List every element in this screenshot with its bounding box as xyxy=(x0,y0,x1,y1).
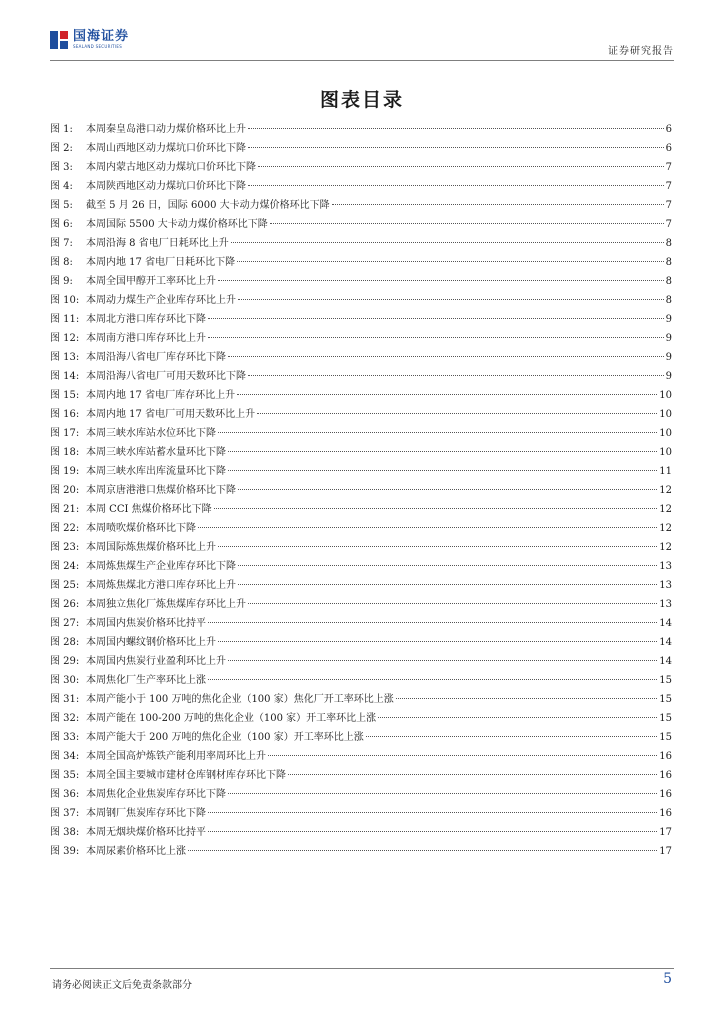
toc-entry-label: 图 38: xyxy=(50,827,80,838)
toc-entry[interactable] xyxy=(50,196,672,215)
toc-entry-page: 15 xyxy=(659,713,672,724)
toc-entry-page: 17 xyxy=(659,827,672,838)
toc-entry[interactable] xyxy=(50,500,672,519)
toc-entry-title: 本周焦化企业焦炭库存环比下降 xyxy=(86,789,226,800)
logo-name-en: SEALAND SECURITIES xyxy=(73,44,123,49)
toc-dot-leader xyxy=(228,356,664,357)
toc-entry-title: 本周国内螺纹钢价格环比上升 xyxy=(86,637,216,648)
toc-entry-label: 图 8: xyxy=(50,257,73,268)
toc-dot-leader xyxy=(238,565,657,566)
toc-entry-label: 图 1: xyxy=(50,124,73,135)
toc-entry[interactable] xyxy=(50,595,672,614)
toc-entry[interactable] xyxy=(50,405,672,424)
toc-entry-label: 图 25: xyxy=(50,580,80,591)
toc-entry-label: 图 27: xyxy=(50,618,80,629)
toc-dot-leader xyxy=(288,774,657,775)
toc-entry-page: 7 xyxy=(665,181,672,192)
toc-entry-page: 8 xyxy=(665,295,672,306)
page-number: 5 xyxy=(663,971,672,987)
toc-dot-leader xyxy=(248,375,664,376)
toc-entry-title: 本周全国甲醇开工率环比上升 xyxy=(86,276,216,287)
toc-entry[interactable] xyxy=(50,519,672,538)
toc-entry-label: 图 13: xyxy=(50,352,80,363)
toc-dot-leader xyxy=(228,793,657,794)
toc-entry-label: 图 10: xyxy=(50,295,80,306)
toc-dot-leader xyxy=(218,546,657,547)
toc-entry[interactable] xyxy=(50,747,672,766)
toc-entry-title: 本周动力煤生产企业库存环比上升 xyxy=(86,295,236,306)
toc-entry-label: 图 4: xyxy=(50,181,73,192)
toc-entry-page: 12 xyxy=(659,542,672,553)
toc-entry-title: 本周产能在 100-200 万吨的焦化企业（100 家）开工率环比上涨 xyxy=(86,713,377,724)
toc-entry-page: 10 xyxy=(659,390,672,401)
toc-entry-title: 本周国际炼焦煤价格环比上升 xyxy=(86,542,216,553)
toc-entry-label: 图 30: xyxy=(50,675,80,686)
toc-entry[interactable] xyxy=(50,557,672,576)
toc-entry[interactable] xyxy=(50,272,672,291)
toc-entry-title: 本周沿海八省电厂可用天数环比下降 xyxy=(86,371,246,382)
toc-entry-page: 16 xyxy=(659,751,672,762)
toc-dot-leader xyxy=(237,261,664,262)
page-title: 图表目录 xyxy=(319,89,404,111)
toc-entry-page: 7 xyxy=(665,200,672,211)
page-header xyxy=(50,28,674,60)
toc-entry-title: 本周喷吹煤价格环比下降 xyxy=(86,523,196,534)
toc-entry-page: 6 xyxy=(665,124,672,135)
toc-entry-page: 9 xyxy=(665,352,672,363)
toc-entry-label: 图 11: xyxy=(50,314,80,325)
toc-entry[interactable] xyxy=(50,253,672,272)
toc-entry-label: 图 32: xyxy=(50,713,80,724)
toc-entry-page: 8 xyxy=(665,238,672,249)
toc-entry-page: 7 xyxy=(665,219,672,230)
toc-entry[interactable] xyxy=(50,462,672,481)
figure-list xyxy=(50,120,672,861)
toc-entry-title: 本周三峡水库站蓄水量环比下降 xyxy=(86,447,226,458)
toc-entry-label: 图 2: xyxy=(50,143,73,154)
toc-entry-label: 图 6: xyxy=(50,219,73,230)
toc-entry-label: 图 16: xyxy=(50,409,80,420)
toc-entry-title: 本周京唐港港口焦煤价格环比下降 xyxy=(86,485,236,496)
toc-entry[interactable] xyxy=(50,481,672,500)
toc-dot-leader xyxy=(208,622,657,623)
toc-dot-leader xyxy=(214,508,658,509)
toc-entry-title: 本周内蒙古地区动力煤坑口价环比下降 xyxy=(86,162,256,173)
toc-entry-page: 9 xyxy=(665,371,672,382)
toc-entry-label: 图 24: xyxy=(50,561,80,572)
toc-entry-label: 图 22: xyxy=(50,523,80,534)
toc-entry-title: 本周国内焦炭行业盈利环比上升 xyxy=(86,656,226,667)
toc-entry-label: 图 39: xyxy=(50,846,80,857)
toc-dot-leader xyxy=(366,736,658,737)
toc-entry-page: 17 xyxy=(659,846,672,857)
toc-dot-leader xyxy=(237,394,657,395)
toc-entry-page: 15 xyxy=(659,694,672,705)
toc-entry-title: 截至 5 月 26 日，国际 6000 大卡动力煤价格环比下降 xyxy=(86,200,330,211)
toc-entry-page: 16 xyxy=(659,808,672,819)
header-divider xyxy=(50,60,674,61)
toc-entry-label: 图 12: xyxy=(50,333,80,344)
toc-dot-leader xyxy=(248,147,664,148)
toc-entry-title: 本周 CCI 焦煤价格环比下降 xyxy=(86,504,212,515)
toc-entry-title: 本周全国主要城市建材仓库钢材库存环比下降 xyxy=(86,770,286,781)
toc-dot-leader xyxy=(258,166,664,167)
toc-entry-label: 图 28: xyxy=(50,637,80,648)
toc-entry[interactable] xyxy=(50,652,672,671)
toc-dot-leader xyxy=(208,812,657,813)
toc-entry-label: 图 7: xyxy=(50,238,73,249)
toc-entry-page: 14 xyxy=(659,618,672,629)
toc-entry-label: 图 29: xyxy=(50,656,80,667)
toc-entry-page: 16 xyxy=(659,789,672,800)
toc-entry-title: 本周炼焦煤北方港口库存环比上升 xyxy=(86,580,236,591)
toc-entry[interactable] xyxy=(50,709,672,728)
toc-entry-title: 本周内地 17 省电厂可用天数环比上升 xyxy=(86,409,256,420)
toc-entry-label: 图 20: xyxy=(50,485,80,496)
toc-entry-label: 图 34: xyxy=(50,751,80,762)
toc-entry-label: 图 21: xyxy=(50,504,80,515)
toc-entry[interactable] xyxy=(50,367,672,386)
toc-entry[interactable] xyxy=(50,576,672,595)
toc-entry-title: 本周钢厂焦炭库存环比下降 xyxy=(86,808,206,819)
toc-entry-title: 本周内地 17 省电厂日耗环比下降 xyxy=(86,257,236,268)
toc-entry-page: 15 xyxy=(659,732,672,743)
toc-entry[interactable] xyxy=(50,234,672,253)
toc-entry-page: 9 xyxy=(665,314,672,325)
toc-entry[interactable] xyxy=(50,785,672,804)
toc-dot-leader xyxy=(238,584,657,585)
toc-dot-leader xyxy=(231,242,664,243)
toc-entry-page: 10 xyxy=(659,428,672,439)
toc-dot-leader xyxy=(208,679,657,680)
toc-entry[interactable] xyxy=(50,386,672,405)
toc-dot-leader xyxy=(268,755,657,756)
toc-entry[interactable] xyxy=(50,690,672,709)
toc-dot-leader xyxy=(396,698,658,699)
toc-entry[interactable] xyxy=(50,804,672,823)
toc-entry-title: 本周沿海八省电厂库存环比下降 xyxy=(86,352,226,363)
toc-entry-label: 图 5: xyxy=(50,200,73,211)
toc-entry-page: 6 xyxy=(665,143,672,154)
toc-entry-label: 图 14: xyxy=(50,371,80,382)
toc-entry[interactable] xyxy=(50,139,672,158)
toc-entry[interactable] xyxy=(50,614,672,633)
toc-entry-label: 图 17: xyxy=(50,428,80,439)
toc-dot-leader xyxy=(248,603,657,604)
toc-entry-page: 11 xyxy=(659,466,672,477)
toc-dot-leader xyxy=(332,204,664,205)
toc-entry-title: 本周炼焦煤生产企业库存环比下降 xyxy=(86,561,236,572)
toc-entry-title: 本周北方港口库存环比下降 xyxy=(86,314,206,325)
toc-entry[interactable] xyxy=(50,766,672,785)
toc-entry-label: 图 31: xyxy=(50,694,80,705)
toc-entry-label: 图 23: xyxy=(50,542,80,553)
toc-entry-title: 本周产能小于 100 万吨的焦化企业（100 家）焦化厂开工率环比上涨 xyxy=(86,694,394,705)
toc-entry-label: 图 37: xyxy=(50,808,80,819)
toc-entry-title: 本周三峡水库站水位环比下降 xyxy=(86,428,216,439)
toc-dot-leader xyxy=(238,299,664,300)
toc-entry-label: 图 35: xyxy=(50,770,80,781)
toc-entry-label: 图 3: xyxy=(50,162,73,173)
toc-entry-title: 本周国际 5500 大卡动力煤价格环比下降 xyxy=(86,219,268,230)
company-logo xyxy=(50,30,129,49)
toc-entry[interactable] xyxy=(50,329,672,348)
toc-dot-leader xyxy=(218,641,657,642)
toc-dot-leader xyxy=(257,413,657,414)
toc-dot-leader xyxy=(228,660,657,661)
toc-dot-leader xyxy=(208,831,657,832)
toc-entry[interactable] xyxy=(50,177,672,196)
logo-mark-icon xyxy=(50,31,68,49)
toc-dot-leader xyxy=(228,451,657,452)
toc-entry-title: 本周南方港口库存环比上升 xyxy=(86,333,206,344)
toc-entry[interactable] xyxy=(50,348,672,367)
toc-entry[interactable] xyxy=(50,120,672,139)
toc-entry-label: 图 26: xyxy=(50,599,80,610)
toc-dot-leader xyxy=(208,318,664,319)
toc-entry-page: 8 xyxy=(665,276,672,287)
toc-entry[interactable] xyxy=(50,538,672,557)
toc-entry[interactable] xyxy=(50,291,672,310)
toc-entry-page: 12 xyxy=(659,504,672,515)
toc-entry-page: 16 xyxy=(659,770,672,781)
toc-entry[interactable] xyxy=(50,424,672,443)
toc-entry-label: 图 9: xyxy=(50,276,73,287)
toc-entry-page: 12 xyxy=(659,523,672,534)
toc-entry-page: 12 xyxy=(659,485,672,496)
toc-entry[interactable] xyxy=(50,671,672,690)
toc-entry-title: 本周独立焦化厂炼焦煤库存环比上升 xyxy=(86,599,246,610)
toc-dot-leader xyxy=(228,470,657,471)
disclaimer-note: 请务必阅读正文后免责条款部分 xyxy=(52,980,192,991)
toc-entry-page: 13 xyxy=(659,599,672,610)
toc-entry-title: 本周国内焦炭价格环比持平 xyxy=(86,618,206,629)
toc-entry[interactable] xyxy=(50,728,672,747)
toc-dot-leader xyxy=(248,185,664,186)
toc-dot-leader xyxy=(208,337,664,338)
toc-entry-page: 14 xyxy=(659,637,672,648)
toc-entry-page: 10 xyxy=(659,409,672,420)
toc-entry-title: 本周三峡水库出库流量环比下降 xyxy=(86,466,226,477)
toc-entry[interactable] xyxy=(50,443,672,462)
logo-name-cn: 国海证券 xyxy=(73,29,130,44)
toc-entry-label: 图 36: xyxy=(50,789,80,800)
toc-entry[interactable] xyxy=(50,158,672,177)
toc-dot-leader xyxy=(218,280,664,281)
toc-entry-title: 本周秦皇岛港口动力煤价格环比上升 xyxy=(86,124,246,135)
toc-entry-title: 本周陕西地区动力煤坑口价环比下降 xyxy=(86,181,246,192)
toc-entry-title: 本周山西地区动力煤坑口价环比下降 xyxy=(86,143,246,154)
toc-dot-leader xyxy=(198,527,657,528)
toc-entry-page: 7 xyxy=(665,162,672,173)
toc-dot-leader xyxy=(270,223,664,224)
toc-entry-label: 图 18: xyxy=(50,447,80,458)
toc-entry[interactable] xyxy=(50,633,672,652)
toc-entry[interactable] xyxy=(50,823,672,842)
toc-entry-title: 本周焦化厂生产率环比上涨 xyxy=(86,675,206,686)
toc-entry-page: 15 xyxy=(659,675,672,686)
footer-divider xyxy=(50,968,674,969)
toc-entry-label: 图 33: xyxy=(50,732,80,743)
toc-entry-page: 14 xyxy=(659,656,672,667)
toc-entry-title: 本周沿海 8 省电厂日耗环比上升 xyxy=(86,238,229,249)
toc-entry-page: 9 xyxy=(665,333,672,344)
toc-entry-title: 本周无烟块煤价格环比持平 xyxy=(86,827,206,838)
toc-entry-title: 本周内地 17 省电厂库存环比上升 xyxy=(86,390,236,401)
toc-dot-leader xyxy=(378,717,657,718)
toc-entry-page: 10 xyxy=(659,447,672,458)
toc-entry[interactable] xyxy=(50,215,672,234)
toc-dot-leader xyxy=(218,432,657,433)
toc-entry-title: 本周尿素价格环比上涨 xyxy=(86,846,186,857)
toc-entry-label: 图 19: xyxy=(50,466,80,477)
toc-dot-leader xyxy=(188,850,657,851)
toc-entry[interactable] xyxy=(50,842,672,861)
toc-entry-title: 本周全国高炉炼铁产能利用率周环比上升 xyxy=(86,751,266,762)
toc-entry-page: 8 xyxy=(665,257,672,268)
toc-dot-leader xyxy=(238,489,657,490)
toc-dot-leader xyxy=(248,128,664,129)
toc-entry-page: 13 xyxy=(659,561,672,572)
toc-entry-page: 13 xyxy=(659,580,672,591)
toc-entry-label: 图 15: xyxy=(50,390,80,401)
toc-entry-title: 本周产能大于 200 万吨的焦化企业（100 家）开工率环比上涨 xyxy=(86,732,364,743)
toc-entry[interactable] xyxy=(50,310,672,329)
report-type: 证券研究报告 xyxy=(608,46,674,57)
